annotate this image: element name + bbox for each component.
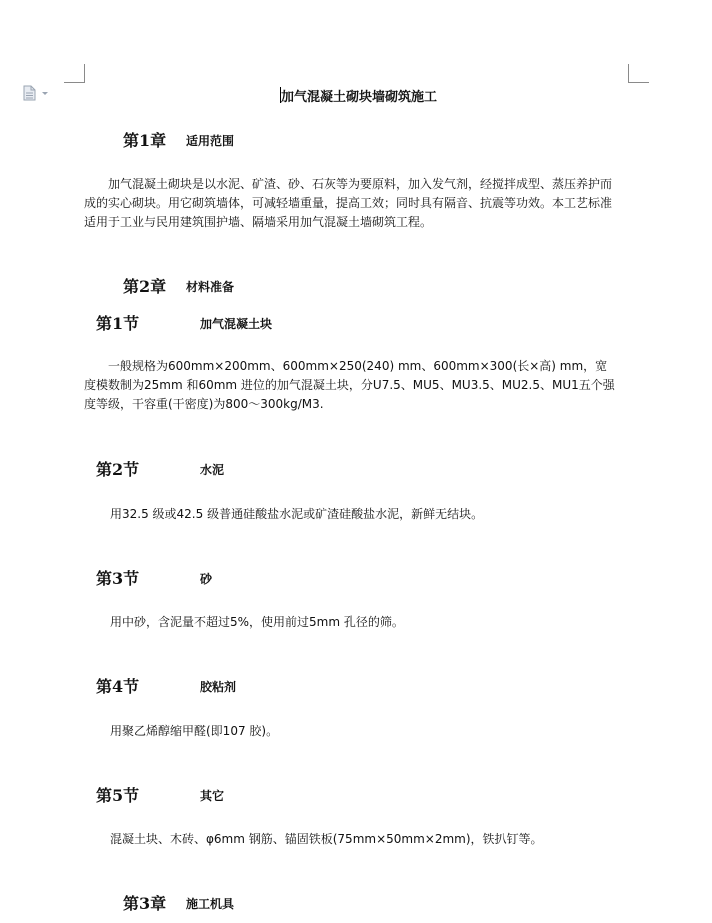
chapter-heading	[123, 274, 235, 297]
section-number: 第2节	[96, 460, 140, 479]
chapter-number: 第1章	[123, 131, 167, 150]
paragraph: 用32.5 级或42.5 级普通硅酸盐水泥或矿渣硅酸盐水泥，新鲜无结块。	[110, 507, 484, 521]
document-dropdown-icon[interactable]	[22, 85, 52, 101]
paragraph: 加气混凝土砌块是以水泥、矿渣、砂、石灰等为要原料，加入发气剂，经搅拌成型、蒸压养护而成的实心砌块。用它砌筑墙体，可减轻墙重量，提高工效；同时具有隔音、抗震等功效。本工艺标准适用于工业与民用建筑围护墙、隔墙采用加气混凝土墙砌筑工程。	[84, 177, 613, 229]
margin-corner-top-left	[64, 64, 85, 83]
section-title: 水泥	[200, 463, 225, 477]
section-heading	[96, 457, 225, 480]
section-title: 砂	[200, 572, 213, 586]
section-number: 第4节	[96, 677, 140, 696]
chapter-title: 材料准备	[186, 280, 235, 294]
section-title: 胶粘剂	[200, 680, 237, 694]
section-number: 第5节	[96, 786, 140, 805]
document-title: 加气混凝土砌块墙砌筑施工	[281, 90, 438, 105]
section-title: 加气混凝土块	[200, 317, 273, 331]
chapter-heading	[123, 128, 235, 151]
section-number: 第3节	[96, 569, 140, 588]
chevron-down-icon	[42, 92, 48, 95]
chapter-number: 第2章	[123, 277, 167, 296]
section-heading	[96, 674, 237, 697]
section-heading	[96, 566, 213, 589]
chapter-heading	[123, 891, 235, 914]
section-heading	[96, 783, 225, 806]
section-number: 第1节	[96, 314, 140, 333]
paragraph: 用聚乙烯醇缩甲醛(即107 胶)。	[110, 724, 279, 738]
paragraph: 一般规格为600mm×200mm、600mm×250(240) mm、600mm×300(长×高) mm，宽度模数制为25mm 和60mm 进位的加气混凝土块，分U7.5、MU5、MU3.5、MU2.5、MU1五个强度等级，干容重(干密度)为800～300kg/M3.	[84, 359, 615, 411]
margin-corner-top-right	[628, 64, 649, 83]
chapter-title: 施工机具	[186, 897, 235, 911]
paragraph: 混凝土块、木砖、φ6mm 钢筋、锚固铁板(75mm×50mm×2mm)，铁扒钉等。	[110, 832, 543, 846]
chapter-title: 适用范围	[186, 134, 235, 148]
document-icon	[22, 85, 52, 101]
section-title: 其它	[200, 789, 225, 803]
paragraph: 用中砂，含泥量不超过5%，使用前过5mm 孔径的筛。	[110, 615, 404, 629]
section-heading	[96, 311, 273, 334]
chapter-number: 第3章	[123, 894, 167, 913]
